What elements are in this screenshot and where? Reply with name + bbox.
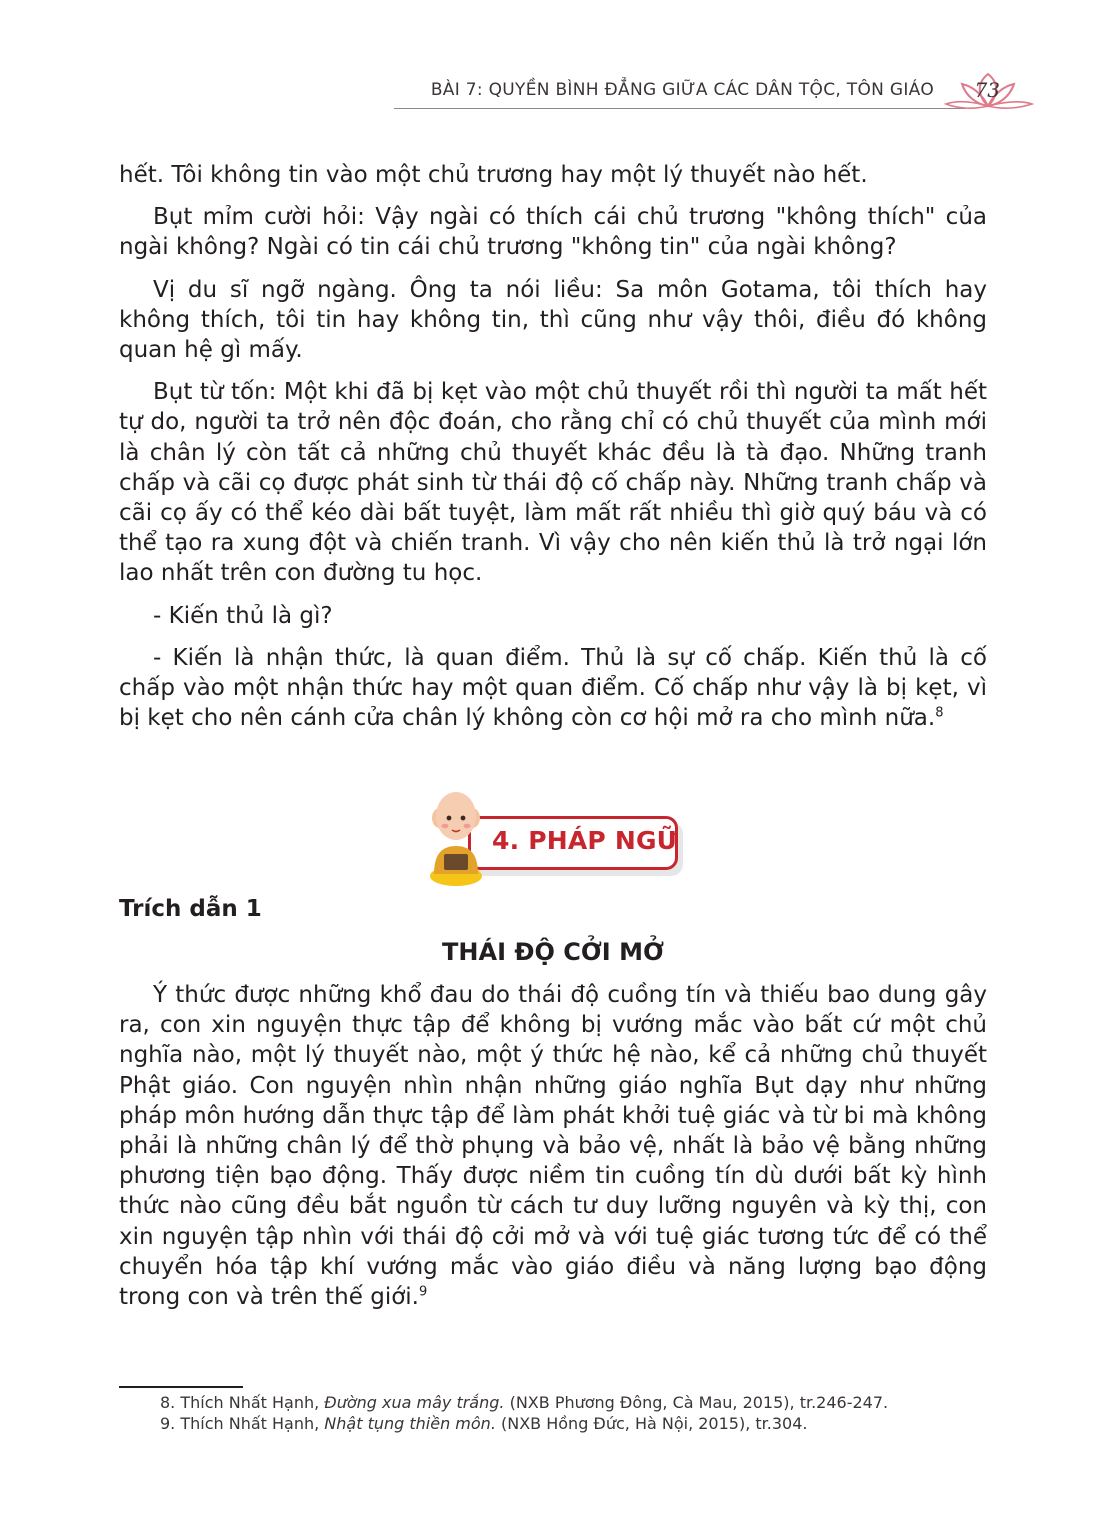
footnote-author: 8. Thích Nhất Hạnh,	[160, 1393, 325, 1412]
monk-mascot-icon	[420, 788, 490, 888]
quote-title: THÁI ĐỘ CỞI MỞ	[442, 938, 664, 966]
paragraph-text: Bụt mỉm cười hỏi: Vậy ngài có thích cái chủ trương "không thích" của ngài không? Ngài có tin cái chủ trương "không tin" của ngài không?	[119, 204, 987, 261]
footnote-ref[interactable]: 8	[935, 705, 944, 721]
footnote-item	[160, 1413, 888, 1434]
footnotes	[160, 1392, 888, 1434]
section-badge	[420, 788, 685, 888]
footnote-item	[160, 1392, 888, 1413]
paragraph	[119, 643, 987, 734]
paragraph	[119, 377, 987, 588]
quote-text: Ý thức được những khổ đau do thái độ cuồng tín và thiếu bao dung gây ra, con xin nguyện thực tập để không bị vướng mắc vào bất cứ một chủ nghĩa nào, một lý thuyết nào, một ý thức hệ nào, kể cả những chủ thuyết Phật giáo. Con nguyện nhìn nhận những giáo nghĩa Bụt dạy như những pháp môn hướng dẫn thực tập để làm phát khởi tuệ giác và từ bi mà không phải là những chân lý để thờ phụng và bảo vệ, nhất là bảo vệ bằng những phương tiện bạo động. Thấy được niềm tin cuồng tín dù dưới bất kỳ hình thức nào cũng đều bắt nguồn từ cách tư duy lưỡng nguyên và kỳ thị, con xin nguyện tập nhìn với thái độ cởi mở và với tuệ giác tương tức để có thể chuyển hóa tập khí vướng mắc vào giáo điều và năng lượng bạo động trong con và trên thế giới.	[119, 982, 987, 1311]
quote-paragraph	[119, 980, 987, 1312]
footnote-divider	[119, 1386, 243, 1388]
body-text	[119, 160, 987, 745]
paragraph-text: - Kiến là nhận thức, là quan điểm. Thủ là sự cố chấp. Kiến thủ là cố chấp vào một nhận thức hay một quan điểm. Cố chấp như vậy là bị kẹt, vì bị kẹt cho nên cánh cửa chân lý không còn cơ hội mở ra cho mình nữa.	[119, 644, 987, 732]
quote-label: Trích dẫn 1	[119, 896, 262, 922]
paragraph	[119, 275, 987, 366]
section-title: 4. PHÁP NGỮ	[492, 826, 678, 855]
footnote-title: Đường xua mây trắng.	[324, 1393, 505, 1412]
paragraph	[119, 202, 987, 262]
footnote-author: 9. Thích Nhất Hạnh,	[160, 1414, 325, 1433]
paragraph-text: Bụt từ tốn: Một khi đã bị kẹt vào một chủ thuyết rồi thì người ta mất hết tự do, người ta trở nên độc đoán, cho rằng chỉ có chủ thuyết của mình mới là chân lý còn tất cả những chủ thuyết khác đều là tà đạo. Những tranh chấp và cãi cọ được phát sinh từ thái độ cố chấp này. Những tranh chấp và cãi cọ ấy có thể kéo dài bất tuyệt, làm mất rất nhiều thì giờ quý báu và có thể tạo ra xung đột và chiến tranh. Vì vậy cho nên kiến thủ là trở ngại lớn lao nhất trên con đường tu học.	[119, 379, 987, 587]
footnote-title: Nhật tụng thiền môn.	[324, 1414, 496, 1433]
footnote-source: (NXB Hồng Đức, Hà Nội, 2015), tr.304.	[495, 1414, 808, 1433]
header-divider	[394, 108, 966, 109]
paragraph	[119, 160, 987, 190]
paragraph-text: hết. Tôi không tin vào một chủ trương hay một lý thuyết nào hết.	[119, 162, 868, 188]
footnote-ref[interactable]: 9	[418, 1284, 428, 1300]
page-header	[394, 74, 1034, 114]
chapter-title: BÀI 7: QUYỀN BÌNH ĐẲNG GIỮA CÁC DÂN TỘC, TÔN GIÁO	[430, 80, 934, 100]
footnote-source: (NXB Phương Đông, Cà Mau, 2015), tr.246-247.	[504, 1393, 889, 1412]
quote-body	[119, 980, 987, 1312]
page-number: 73	[974, 78, 1000, 102]
paragraph-text: - Kiến thủ là gì?	[153, 602, 333, 629]
paragraph	[119, 601, 987, 631]
paragraph-text: Vị du sĩ ngỡ ngàng. Ông ta nói liều: Sa môn Gotama, tôi thích hay không thích, tôi tin hay không tin, thì cũng như vậy thôi, điều đó không quan hệ gì mấy.	[119, 276, 987, 364]
